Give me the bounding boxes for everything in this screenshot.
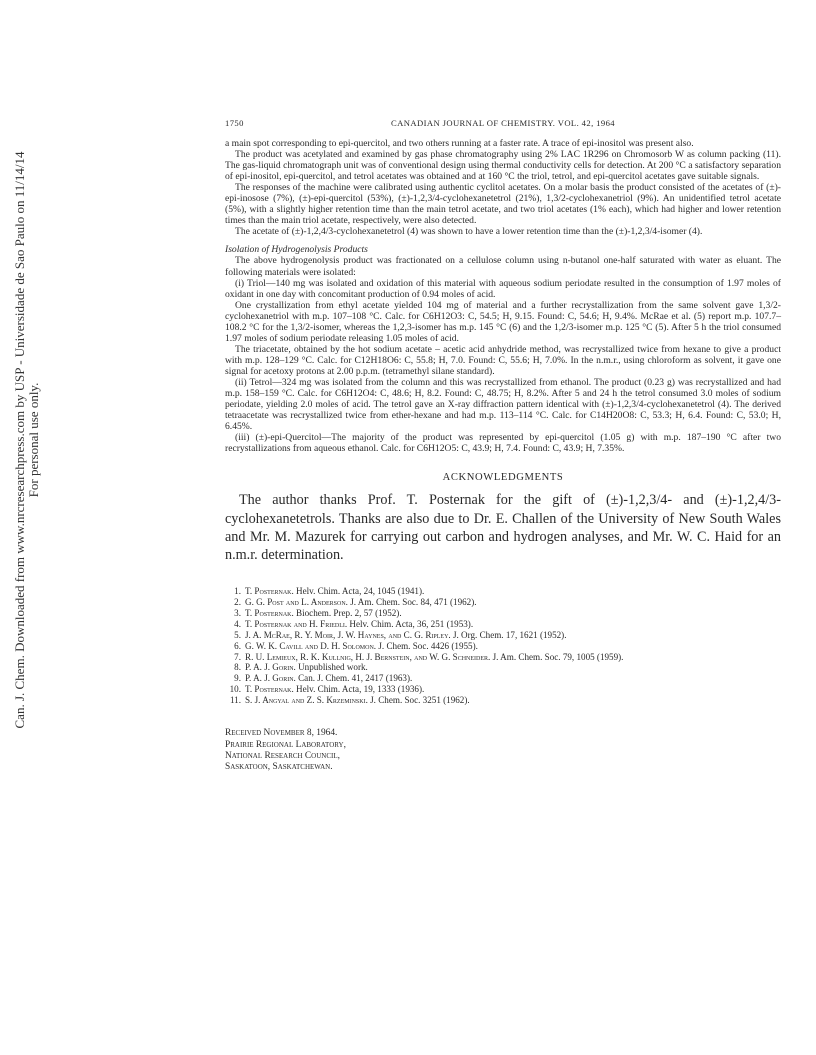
paragraph: The responses of the machine were calibrated using authentic cyclitol acetates. On a molar basis the product consisted of the acetates of (±)-epi-inosose (7%), (±)-epi-quercitol (53%), (±)-1,2,3/4-cyclohexanetetrol (21%), 1,3/2-cyclohexanetriol (9%). An unidentified tetrol acetate (5%), with a slightly higher retention time than the main tetrol acetate, and two triol acetates (1% each), which had higher and lower retention times than the main triol acetate, respectively, were also detected. [225,182,781,227]
received-block [225,728,781,774]
running-head [225,118,781,132]
download-watermark [0,0,41,1055]
acknowledgments-heading: ACKNOWLEDGMENTS [442,472,564,484]
reference-item: 7. R. U. Lemieux, R. K. Kullnig, H. J. Bernstein, and W. G. Schneider. J. Am. Chem. Soc. 79, 1005 (1959). [234,651,624,662]
paragraph: One crystallization from ethyl acetate yielded 104 mg of material and a further recrystallization from the same solvent gave 1,3/2-cyclohexanetriol with m.p. 107–108 °C. Calc. for C6H12O3: C, 54.5; H, 9.15. Found: C, 54.6; H, 9.4%. McRae et al. (5) report m.p. 107.7–108.2 °C for the 1,3/2-isomer, whereas the 1,2,3-isomer has m.p. 145 °C (6) and the 1,2/3-isomer m.p. 125 °C (5). After 5 h the triol consumed 1.97 moles of sodium periodate releasing 1.05 moles of acid. [225,299,781,344]
reference-item: 6. G. W. K. Cavill and D. H. Solomon. J. Chem. Soc. 4426 (1955). [234,640,478,651]
paragraph: a main spot corresponding to epi-quercitol, and two others running at a faster rate. A trace of epi-inositol was present also. [225,138,694,149]
page-number: 1750 [225,118,244,128]
paragraph: (iii) (±)-epi-Quercitol—The majority of the product was represented by epi-quercitol (1.05 g) with m.p. 187–190 °C after two recrystallizations from aqueous ethanol. Calc. for C6H12O5: C, 43.9; H, 7.4. Found: C, 43.9; H, 7.35%. [225,432,781,455]
paragraph: The product was acetylated and examined by gas phase chromatography using 2% LAC 1R296 on Chromosorb W as column packing (11). The gas-liquid chromatograph unit was of conventional design using thermal conductivity cells for detection. At 200 °C a satisfactory separation of epi-inositol, epi-quercitol, and tetrol acetates was obtained and at 160 °C the triol, tetrol, and epi-quercitol acetates gave suitable signals. [225,149,781,183]
paragraph: The above hydrogenolysis product was fractionated on a cellulose column using n-butanol one-half saturated with water as eluant. The following materials were isolated: [225,255,781,278]
reference-item: 11. S. J. Angyal and Z. S. Krzeminski. J. Chem. Soc. 3251 (1962). [229,695,470,706]
received-label: Received [225,728,262,739]
paragraph: (i) Triol—140 mg was isolated and oxidation of this material with aqueous sodium periodate resulted in the consumption of 1.97 moles of oxidant in one day with concomitant production of 0.94 moles of acid. [225,277,781,300]
paragraph: The acetate of (±)-1,2,4/3-cyclohexanetetrol (4) was shown to have a lower retention time than the (±)-1,2,3/4-isomer (4). [235,226,703,238]
reference-item: 8. P. A. J. Gorin. Unpublished work. [234,662,368,673]
reference-item: 1. T. Posternak. Helv. Chim. Acta, 24, 1045 (1941). [234,586,425,597]
affiliation-line: National Research Council, [225,750,340,761]
reference-item: 9. P. A. J. Gorin. Can. J. Chem. 41, 2417 (1963). [234,673,413,684]
reference-list [225,586,781,706]
journal-page [225,118,781,774]
journal-title: CANADIAN JOURNAL OF CHEMISTRY. VOL. 42, 1964 [391,118,615,128]
reference-item: 4. T. Posternak and H. Friedli. Helv. Chim. Acta, 36, 251 (1953). [234,618,474,629]
received-date: November 8, 1964. [263,728,338,739]
affiliation-line: Saskatoon, Saskatchewan. [225,762,333,773]
watermark-line-2: For personal use only. [26,382,41,498]
acknowledgments-text: The author thanks Prof. T. Posternak for the gift of (±)-1,2,3/4- and (±)-1,2,4/3-cyclohexanetetrols. Thanks are also due to Dr. E. Challen of the University of New South Wales and Mr. M. Mazurek for carrying out carbon and hydrogen analyses, and Mr. W. C. Haid for an n.m.r. determination. [225,492,781,563]
paragraph: (ii) Tetrol—324 mg was isolated from the column and this was recrystallized from ethanol. The product (0.23 g) was recrystallized and had m.p. 158–159 °C. Calc. for C6H12O4: C, 48.6; H, 8.2. Found: C, 48.75; H, 8.2%. After 5 and 24 h the tetrol consumed 3.0 moles of sodium periodate, yielding 2.0 moles of acid. The tetrol gave an X-ray diffraction pattern identical with (±)-1,2,3/4-cyclohexanetetrol (4). The derived tetraacetate was recrystallized twice from ether-hexane and had m.p. 113–114 °C. Calc. for C14H20O8: C, 53.3; H, 6.4. Found: C, 53.0; H, 6.45%. [225,376,781,433]
reference-item: 5. J. A. McRae, R. Y. Moir, J. W. Haynes, and C. G. Ripley. J. Org. Chem. 17, 1621 (1952). [234,629,567,640]
reference-item: 2. G. G. Post and L. Anderson. J. Am. Chem. Soc. 84, 471 (1962). [234,597,477,608]
section-heading: Isolation of Hydrogenolysis Products [225,244,368,256]
paragraph: The triacetate, obtained by the hot sodium acetate – acetic acid anhydride method, was recrystallized twice from hexane to give a product with m.p. 128–129 °C. Calc. for C12H18O6: C, 55.8; H, 7.0. Found: C, 55.6; H, 7.0%. In the n.m.r., using chloroform as solvent, it gave one signal for acetoxy protons at 2.00 p.p.m. (tetramethyl silane standard). [225,343,781,377]
reference-item: 10. T. Posternak. Helv. Chim. Acta, 19, 1333 (1936). [229,684,425,695]
reference-item: 3. T. Posternak. Biochem. Prep. 2, 57 (1952). [234,607,402,618]
watermark-line-1: Can. J. Chem. Downloaded from www.nrcresearchpress.com by USP - Universidade de Sao Paulo on 11/14/14 [12,151,27,729]
affiliation-line: Prairie Regional Laboratory, [225,739,346,750]
